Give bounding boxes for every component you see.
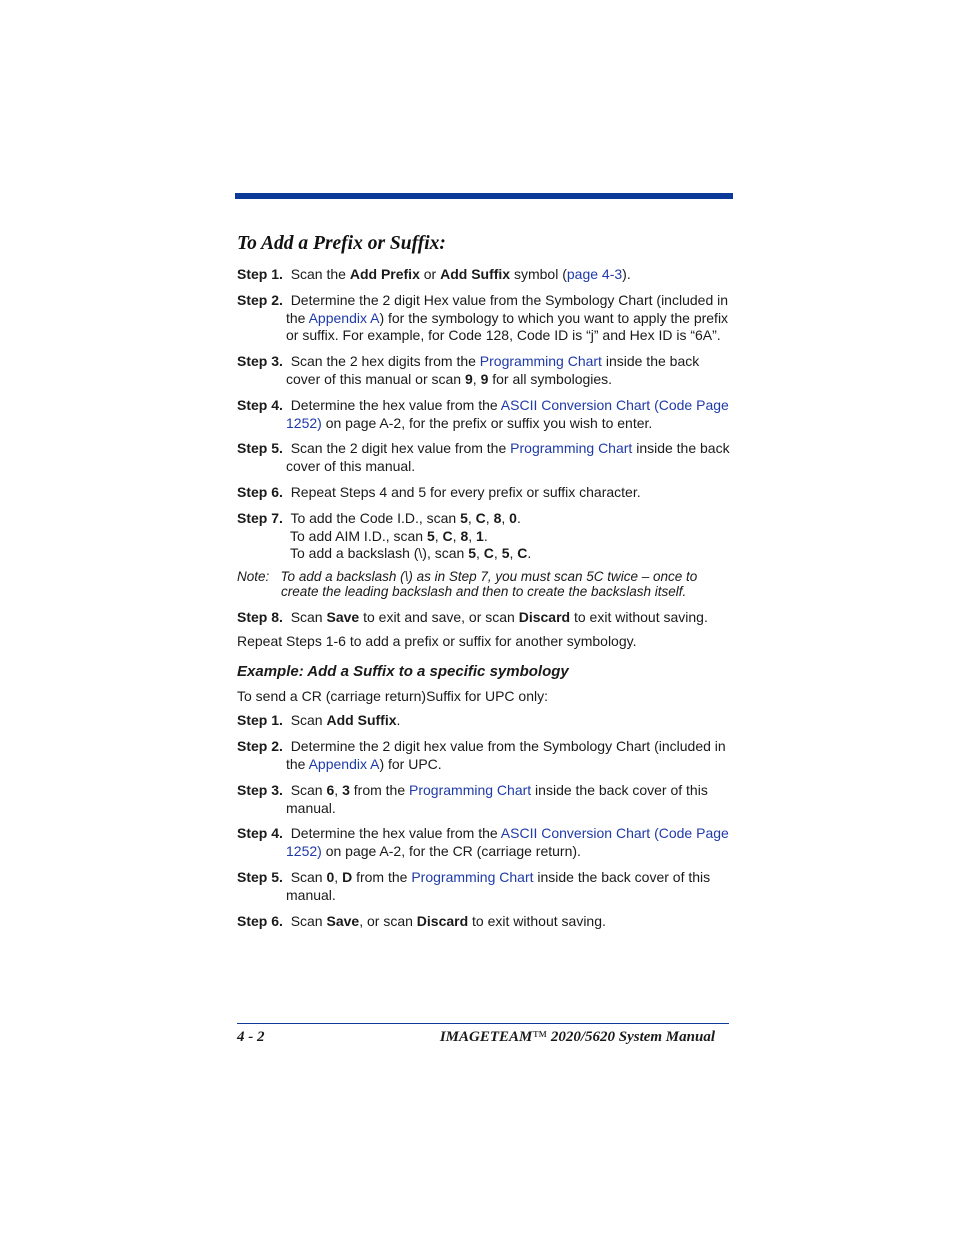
example-step-2: Step 2. Determine the 2 digit hex value from the Symbology Chart (included in the Appendix A) for UPC. xyxy=(237,738,726,772)
page-4-3-link[interactable]: page 4-3 xyxy=(566,266,623,282)
manual-title: IMAGETEAM™ 2020/5620 System Manual xyxy=(439,1029,715,1045)
appendix-a-link[interactable]: Appendix A xyxy=(308,309,380,326)
programming-chart-link[interactable]: Programming Chart xyxy=(411,869,534,885)
header-rule xyxy=(235,193,733,199)
example-step-1: Step 1. Scan Add Suffix. xyxy=(237,712,401,728)
note: Note: To add a backslash (\) as in Step 7, you must scan 5C twice – once to create the leading backslash and then to create the backslash itself. xyxy=(237,569,698,599)
appendix-a-link[interactable]: Appendix A xyxy=(308,755,380,772)
step-1: Step 1. Scan the Add Prefix or Add Suffix symbol (page 4-3). xyxy=(237,266,631,282)
step-3: Step 3. Scan the 2 hex digits from the Programming Chart inside the back cover of this manual or scan 9, 9 for all symbologies. xyxy=(237,353,700,387)
programming-chart-link[interactable]: Programming Chart xyxy=(510,440,633,456)
step-6: Step 6. Repeat Steps 4 and 5 for every prefix or suffix character. xyxy=(237,484,641,500)
section-title: To Add a Prefix or Suffix: xyxy=(237,233,446,254)
step-2: Step 2. Determine the 2 digit Hex value from the Symbology Chart (included in the Appendix A) for the symbology to which you want to apply the prefix or suffix. For example, for Code 128, Code ID is “j” and Hex ID is “6A”. xyxy=(237,292,729,343)
repeat-text: Repeat Steps 1-6 to add a prefix or suffix for another symbology. xyxy=(237,633,637,649)
ascii-chart-link-cont[interactable]: 1252) xyxy=(286,414,322,431)
step-4: Step 4. Determine the hex value from the ASCII Conversion Chart (Code Page 1252) on page A-2, for the prefix or suffix you wish to enter. xyxy=(237,397,729,431)
example-intro: To send a CR (carriage return)Suffix for UPC only: xyxy=(237,688,548,704)
example-step-5: Step 5. Scan 0, D from the Programming Chart inside the back cover of this manual. xyxy=(237,869,711,903)
step-8: Step 8. Scan Save to exit and save, or scan Discard to exit without saving. xyxy=(237,609,708,625)
ascii-chart-link[interactable]: ASCII Conversion Chart (Code Page xyxy=(500,825,729,841)
example-step-4: Step 4. Determine the hex value from the ASCII Conversion Chart (Code Page 1252) on page A-2, for the CR (carriage return). xyxy=(237,825,729,859)
ascii-chart-link[interactable]: ASCII Conversion Chart (Code Page xyxy=(500,397,729,413)
step-7: Step 7. To add the Code I.D., scan 5, C, 8, 0. To add AIM I.D., scan 5, C, 8, 1. To add a backslash (\), scan 5, C, 5, C. xyxy=(237,510,532,561)
example-step-6: Step 6. Scan Save, or scan Discard to exit without saving. xyxy=(237,913,606,929)
example-step-3: Step 3. Scan 6, 3 from the Programming Chart inside the back cover of this manual. xyxy=(237,782,708,816)
footer-rule xyxy=(237,1023,729,1024)
ascii-chart-link-cont[interactable]: 1252) xyxy=(286,842,322,859)
step-5: Step 5. Scan the 2 digit hex value from the Programming Chart inside the back cover of this manual. xyxy=(237,440,730,474)
page-number: 4 - 2 xyxy=(237,1029,265,1045)
programming-chart-link[interactable]: Programming Chart xyxy=(409,782,532,798)
programming-chart-link[interactable]: Programming Chart xyxy=(479,353,602,369)
example-heading: Example: Add a Suffix to a specific symbology xyxy=(237,663,569,680)
